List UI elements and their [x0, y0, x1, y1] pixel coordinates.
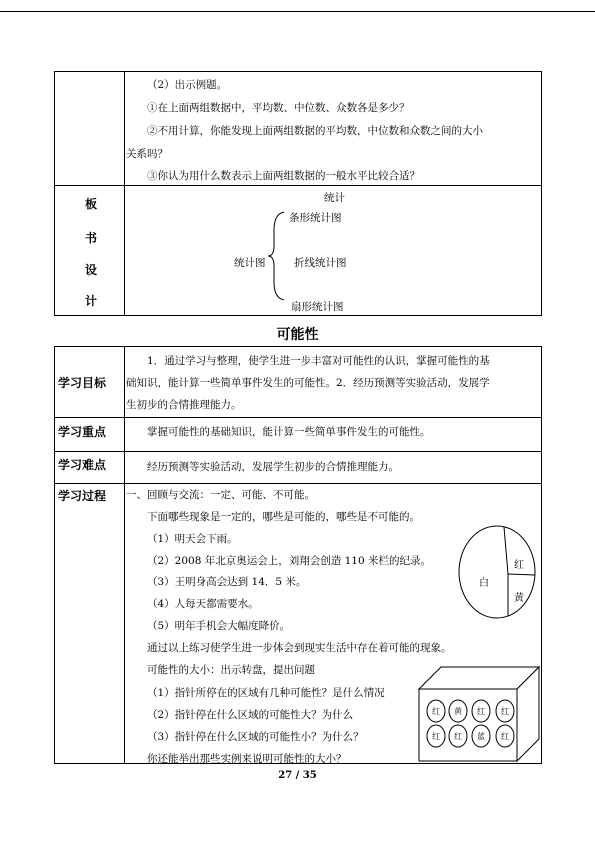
ball-label: 黄 [454, 707, 462, 716]
process-line: 你还能举出那些实例来说明可能性的大小？ [147, 753, 347, 765]
row-divider [55, 451, 541, 452]
process-line: （2）2008 年北京奥运会上，刘翔会创造 110 米栏的纪录。 [147, 555, 431, 567]
board-char-3: 设 [85, 263, 98, 277]
board-item-bar: 条形统计图 [289, 212, 342, 224]
board-root: 统计图 [234, 257, 266, 269]
board-item-line: 折线统计图 [294, 257, 347, 269]
process-line: （3）王明身高会达到 14．5 米。 [147, 576, 307, 588]
row-divider [55, 483, 541, 484]
ball-label: 红 [432, 732, 440, 741]
board-char-1: 板 [85, 197, 98, 211]
question-1: ①在上面两组数据中，平均数、中位数、众数各是多少？ [147, 102, 410, 114]
board-char-2: 书 [85, 231, 98, 245]
spinner-circle [459, 526, 535, 618]
goal-line-3: 生初步的合情推理能力。 [126, 399, 242, 411]
process-line: 可能性的大小：出示转盘，提出问题 [147, 664, 315, 676]
ball-label: 红 [432, 707, 440, 716]
column-divider [124, 347, 125, 763]
spinner-label-red: 红 [514, 560, 524, 571]
header-rule [0, 11, 595, 12]
brace-icon [266, 210, 290, 302]
spinner-diagram [455, 523, 545, 623]
board-item-pie: 扇形统计图 [291, 301, 344, 313]
board-title: 统计 [324, 192, 345, 204]
page-number: 27 / 35 [278, 770, 317, 781]
question-3: ③你认为用什么数表示上面两组数据的一般水平比较合适？ [147, 170, 420, 182]
process-line: 下面哪些现象是一定的，哪些是可能的，哪些是不可能的。 [147, 511, 420, 523]
process-line: （2）指针停在什么区域的可能性大？为什么 [147, 709, 354, 721]
process-line: （1）指针所停在的区域有几种可能性？是什么情况 [147, 687, 385, 699]
key-label: 学习重点 [58, 425, 107, 439]
example-intro: （2）出示例题。 [147, 79, 228, 91]
ball-label: 红 [501, 732, 509, 741]
ball-label: 红 [477, 707, 485, 716]
process-line: （3）指针停在什么区域的可能性小？为什么？ [147, 731, 364, 743]
difficulty-label: 学习难点 [58, 458, 107, 472]
process-line: （1）明天会下雨。 [147, 533, 238, 545]
goal-line-2: 础知识，能计算一些简单事件发生的可能性。2．经历预测等实验活动，发展学 [126, 377, 490, 389]
spinner-label-yellow: 黄 [514, 593, 524, 604]
key-text: 掌握可能性的基础知识，能计算一些简单事件发生的可能性。 [147, 426, 431, 438]
ball-label: 红 [454, 732, 462, 741]
difficulty-text: 经历预测等实验活动，发展学生初步的合情推理能力。 [147, 461, 399, 473]
ball-label: 蓝 [477, 732, 485, 741]
column-divider [124, 72, 125, 315]
section-heading: 可能性 [276, 327, 319, 343]
question-2: ②不用计算，你能发现上面两组数据的平均数，中位数和众数之间的大小 [147, 125, 483, 137]
goal-label: 学习目标 [58, 376, 107, 390]
row-divider [55, 417, 541, 418]
process-line: 通过以上练习使学生进一步体会到现实生活中存在着可能的现象。 [147, 642, 452, 654]
question-2-cont: 关系吗？ [126, 148, 168, 160]
ball-box-diagram [417, 663, 542, 763]
process-line: （5）明年手机会大幅度降价。 [147, 620, 291, 632]
spinner-label-white: 白 [479, 578, 489, 589]
row-divider [55, 185, 541, 186]
ball-label: 红 [501, 707, 509, 716]
goal-line-1: 1．通过学习与整理，使学生进一步丰富对可能性的认识，掌握可能性的基 [147, 355, 490, 367]
process-line: （4）人每天都需要水。 [147, 598, 259, 610]
board-char-4: 计 [85, 294, 98, 308]
process-line: 一、回顾与交流：一定、可能、不可能。 [126, 489, 315, 501]
process-label: 学习过程 [58, 489, 107, 503]
